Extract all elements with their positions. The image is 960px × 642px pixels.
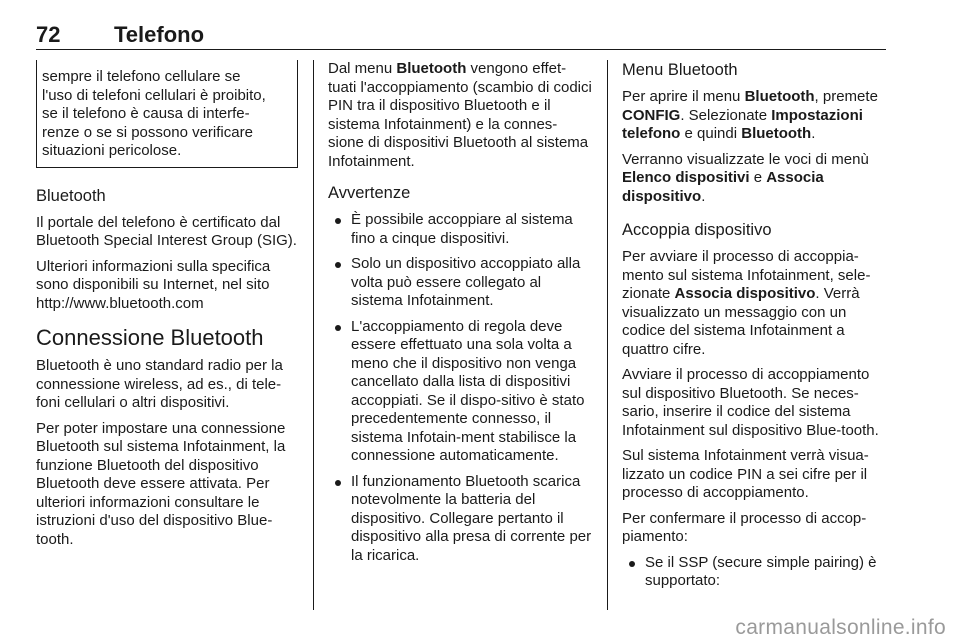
watermark: carmanualsonline.info [735,616,946,639]
list-item: Solo un dispositivo accoppiato alla volta può essere collegato al sistema Infotainment. [328,255,593,311]
bluetooth-heading: Bluetooth [36,186,106,205]
bluetooth-menu-term: Bluetooth [396,60,467,77]
page-title: Telefono [114,22,205,47]
column-2 [328,60,593,572]
warning-line: sempre il telefono cellulare se [42,68,241,85]
header-rule [36,49,886,50]
menu-bluetooth-heading: Menu Bluetooth [622,61,738,79]
avvertenze-heading: Avvertenze [328,184,411,202]
bullet-icon [335,480,341,486]
accoppia-paragraph-4: Per confermare il processo di accop-piamento: [622,509,867,545]
accoppia-paragraph-2: Avviare il processo di accoppiamento sul dispositivo Bluetooth. Se neces-sario, inserire il codice del sistema Infotainment sul dispositivo Blue-tooth. [622,366,879,439]
ssp-list [622,554,888,591]
avvertenze-list [328,211,593,565]
warning-line: se il telefono è causa di interfe- [42,105,250,122]
warning-line: renze o se si possono verificare [42,123,253,141]
menu-paragraph-2: Verranno visualizzate le voci di menù Elenco dispositivi e Associa dispositivo. [622,150,869,205]
bluetooth-paragraph-2: Ulteriori informazioni sulla specifica sono disponibili su Internet, nel sito http://www.bluetooth.com [36,257,271,312]
accoppia-heading: Accoppia dispositivo [622,221,772,239]
accoppia-paragraph-1: Per avviare il processo di accoppia-mento sul sistema Infotainment, sele-zionate Associa dispositivo. Verrà visualizzato un messaggio con un codice del sistema Infotainment a quattro cifre. [622,248,871,358]
column-1 [36,60,298,556]
warning-line: situazioni pericolose. [42,142,182,159]
list-item: L'accoppiamento di regola deve essere effettuato una sola volta a meno che il dispositivo non venga cancellato dalla lista di dispositivi accoppiati. Se il dispo-sitivo è stato precedentemente connesso, il sistema Infotain-ment stabilisce la connessione automaticamente. [328,318,593,466]
warning-line: l'uso di telefoni cellulari è proibito, [42,86,266,104]
page-number: 72 [36,22,61,47]
column-divider-2 [607,60,608,610]
bullet-icon [335,325,341,331]
list-item: Il funzionamento Bluetooth scarica notevolmente la batteria del dispositivo. Collegare pertanto il dispositivo alla presa di corrente per la ricarica. [328,473,593,566]
intro-paragraph: Dal menu Bluetooth vengono effet-tuati l'accoppiamento (scambio di codici PIN tra il dispositivo Bluetooth e il sistema Infotainment) e la connes-sione di dispositivi Bluetooth al sistema Infotainment. [328,60,592,170]
list-item: È possibile accoppiare al sistema fino a cinque dispositivi. [328,211,593,248]
bullet-icon [335,218,341,224]
menu-paragraph-1: Per aprire il menu Bluetooth, premete CONFIG. Selezionate Impostazioni telefono e quindi Bluetooth. [622,88,878,142]
accoppia-paragraph-3: Sul sistema Infotainment verrà visua-lizzato un codice PIN a sei cifre per il processo di accoppiamento. [622,447,869,501]
warning-box [36,60,298,168]
connessione-paragraph-1: Bluetooth è uno standard radio per la connessione wireless, ad es., di tele-foni cellulari o altri dispositivi. [36,357,283,411]
bullet-icon [629,561,635,567]
page-header [36,22,886,48]
connessione-paragraph-2: Per poter impostare una connessione Bluetooth sul sistema Infotainment, la funzione Bluetooth del dispositivo Bluetooth deve essere attivata. Per ulteriori informazioni consultare le istruzioni d'uso del dispositivo Blue-tooth. [36,419,286,548]
connessione-heading: Connessione Bluetooth [36,325,264,350]
list-item: Se il SSP (secure simple pairing) è supportato: [622,554,888,591]
column-divider-1 [313,60,314,610]
bluetooth-paragraph-1: Il portale del telefono è certificato dal Bluetooth Special Interest Group (SIG). [36,213,297,249]
column-3 [622,60,888,598]
bullet-icon [335,262,341,268]
